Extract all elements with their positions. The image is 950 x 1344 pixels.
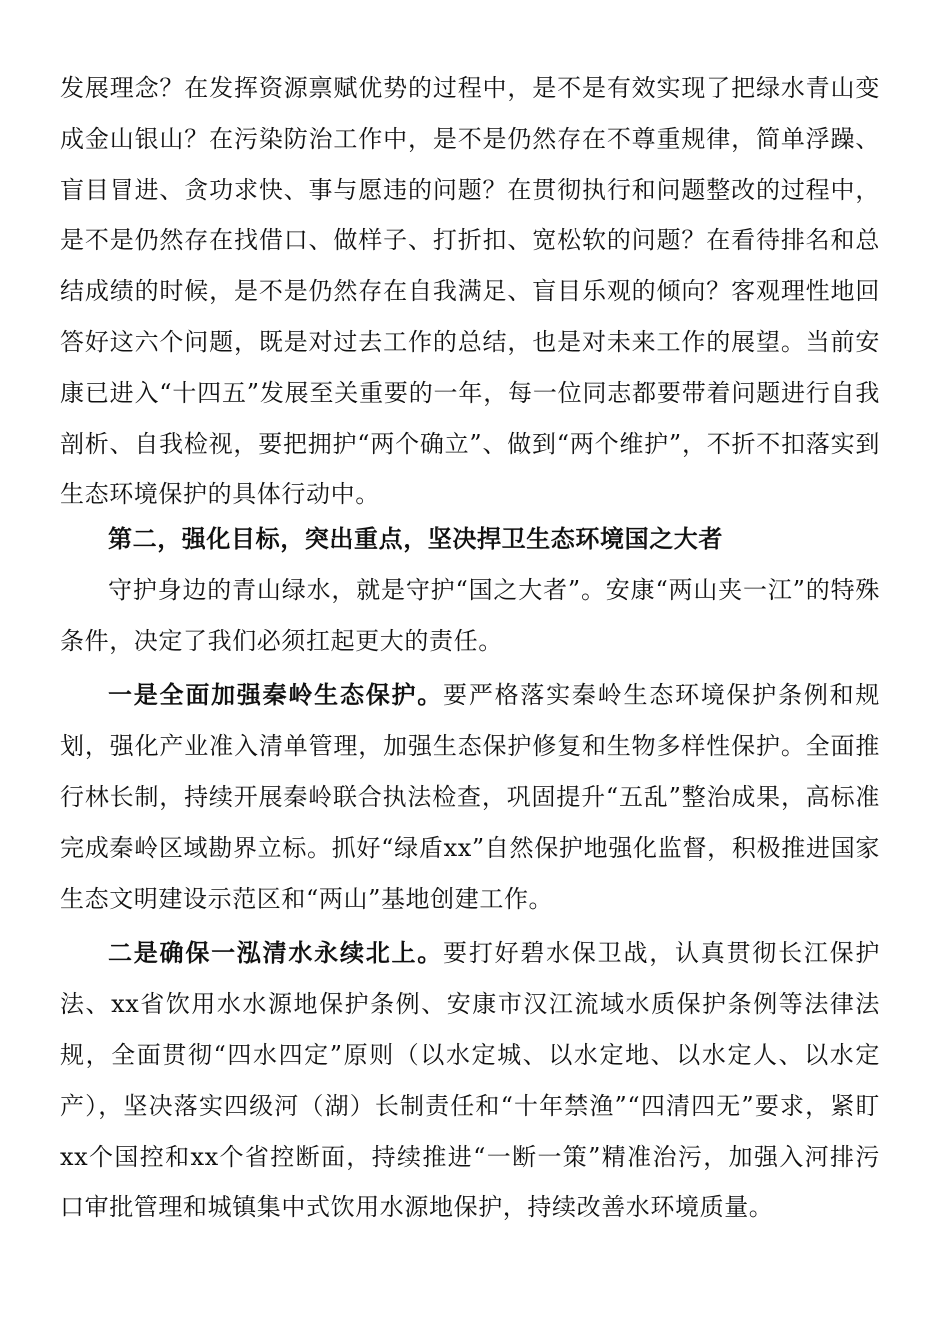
point-text: 要严格落实秦岭生态环境保护条例和规划，强化产业准入清单管理，加强生态保护修复和生物多样性保护。全面推行林长制，持续开展秦岭联合执法检查，巩固提升“五乱”整治成果，高标准完成秦岭区域勘界立标。抓好“绿盾xx”自然保护地强化监督，积极推进国家生态文明建设示范区和“两山”基地创建工作。 <box>60 681 880 913</box>
continued-paragraph: 发展理念？在发挥资源禀赋优势的过程中，是不是有效实现了把绿水青山变成金山银山？在污染防治工作中，是不是仍然存在不尊重规律，简单浮躁、盲目冒进、贪功求快、事与愿违的问题？在贯彻执行和问题整改的过程中，是不是仍然存在找借口、做样子、打折扣、宽松软的问题？在看待排名和总结成绩的时候，是不是仍然存在自我满足、盲目乐观的倾向？客观理性地回答好这六个问题，既是对过去工作的总结，也是对未来工作的展望。当前安康已进入“十四五”发展至关重要的一年，每一位同志都要带着问题进行自我剖析、自我检视，要把拥护“两个确立”、做到“两个维护”，不折不扣落实到生态环境保护的具体行动中。 <box>60 74 880 509</box>
section-intro: 守护身边的青山绿水，就是守护“国之大者”。安康“两山夹一江”的特殊条件，决定了我们必须扛起更大的责任。 <box>60 575 880 655</box>
document-body-top <box>60 63 880 520</box>
point-lead: 二是确保一泓清水永续北上。 <box>108 938 444 968</box>
document-body-section <box>60 514 880 1233</box>
section-heading: 第二，强化目标，突出重点，坚决捍卫生态环境国之大者 <box>108 524 723 553</box>
point-lead: 一是全面加强秦岭生态保护。 <box>108 680 444 710</box>
point-paragraph <box>60 670 880 924</box>
point-text: 要打好碧水保卫战，认真贯彻长江保护法、xx省饮用水水源地保护条例、安康市汉江流域水质保护条例等法律法规，全面贯彻“四水四定”原则（以水定城、以水定地、以水定人、以水定产），坚决落实四级河（湖）长制责任和“十年禁渔”“四清四无”要求，紧盯xx个国控和xx个省控断面，持续推进“一断一策”精准治污，加强入河排污口审批管理和城镇集中式饮用水源地保护，持续改善水环境质量。 <box>60 939 880 1222</box>
point-paragraph <box>60 928 880 1233</box>
